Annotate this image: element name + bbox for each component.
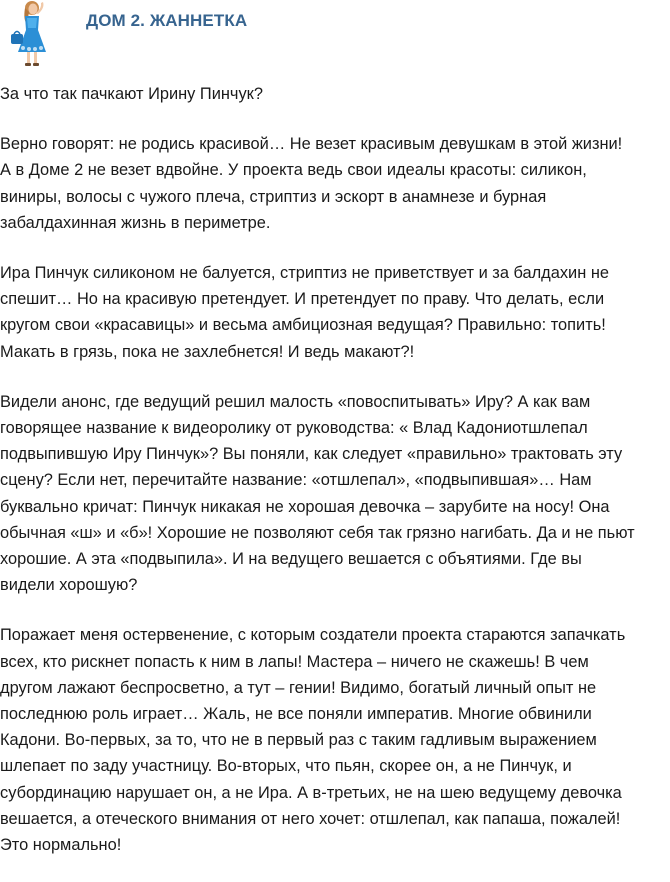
woman-figure-icon bbox=[5, 0, 57, 68]
article-body bbox=[0, 81, 665, 882]
article-paragraph: Ира Пинчук силиконом не балуется, стриптиз не приветствует и за балдахин не спешит… Но на красивую претендует. И претендует по праву. Что делать, если кругом свои «красавицы» и весьма амбициозная ведущая? Правильно: топить! Макать в грязь, пока не захлебнется! И ведь макают?! bbox=[0, 264, 609, 361]
article-paragraph: Поражает меня остервенение, с которым создатели проекта стараются запачкать всех, кто рискнет попасть к ним в лапы! Мастера – ничего не скажешь! В чем другом лажают беспросветно, а тут – гении! Видимо, богатый личный опыт не последнюю роль играет… Жаль, не все поняли императив. Многие обвинили Кадони. Во-первых, за то, что не в первый раз с таким гадливым выражением шлепает по заду участницу. Во-вторых, что пьян, скорее он, а не Пинчук, и субординацию нарушает он, а не Ира. А в-третьих, не на шею ведущему девочка вешается, а отеческого внимания от него хочет: отшлепал, как папаша, пожалей! Это нормально! bbox=[0, 626, 626, 855]
post-header bbox=[0, 0, 670, 68]
avatar[interactable] bbox=[5, 0, 57, 68]
article-paragraph: Видели анонс, где ведущий решил малость «повоспитывать» Иру? А как вам говорящее название к видеоролику от руководства: « Влад Кадониотшлепал подвыпившую Иру Пинчук»? Вы поняли, как следует «правильно» трактовать эту сцену? Если нет, перечитайте название: «отшлепал», «подвыпившая»… Нам буквально кричат: Пинчук никакая не хорошая девочка – зарубите на носу! Она обычная «ш» и «б»! Хорошие не позволяют себя так грязно нагибать. Да и не пьют хорошие. А эта «подвыпила». И на ведущего вешается с объятиями. Где вы видели хорошую? bbox=[0, 392, 635, 595]
channel-title[interactable]: ДОМ 2. ЖАННЕТКА bbox=[86, 11, 248, 30]
article-headline: За что так пачкают Ирину Пинчук? bbox=[0, 85, 263, 103]
article-paragraph: Верно говорят: не родись красивой… Не везет красивым девушкам в этой жизни! А в Доме 2 не везет вдвойне. У проекта ведь свои идеалы красоты: силикон, виниры, волосы с чужого плеча, стриптиз и эскорт в анамнезе и бурная забалдахинная жизнь в периметре. bbox=[0, 135, 623, 232]
